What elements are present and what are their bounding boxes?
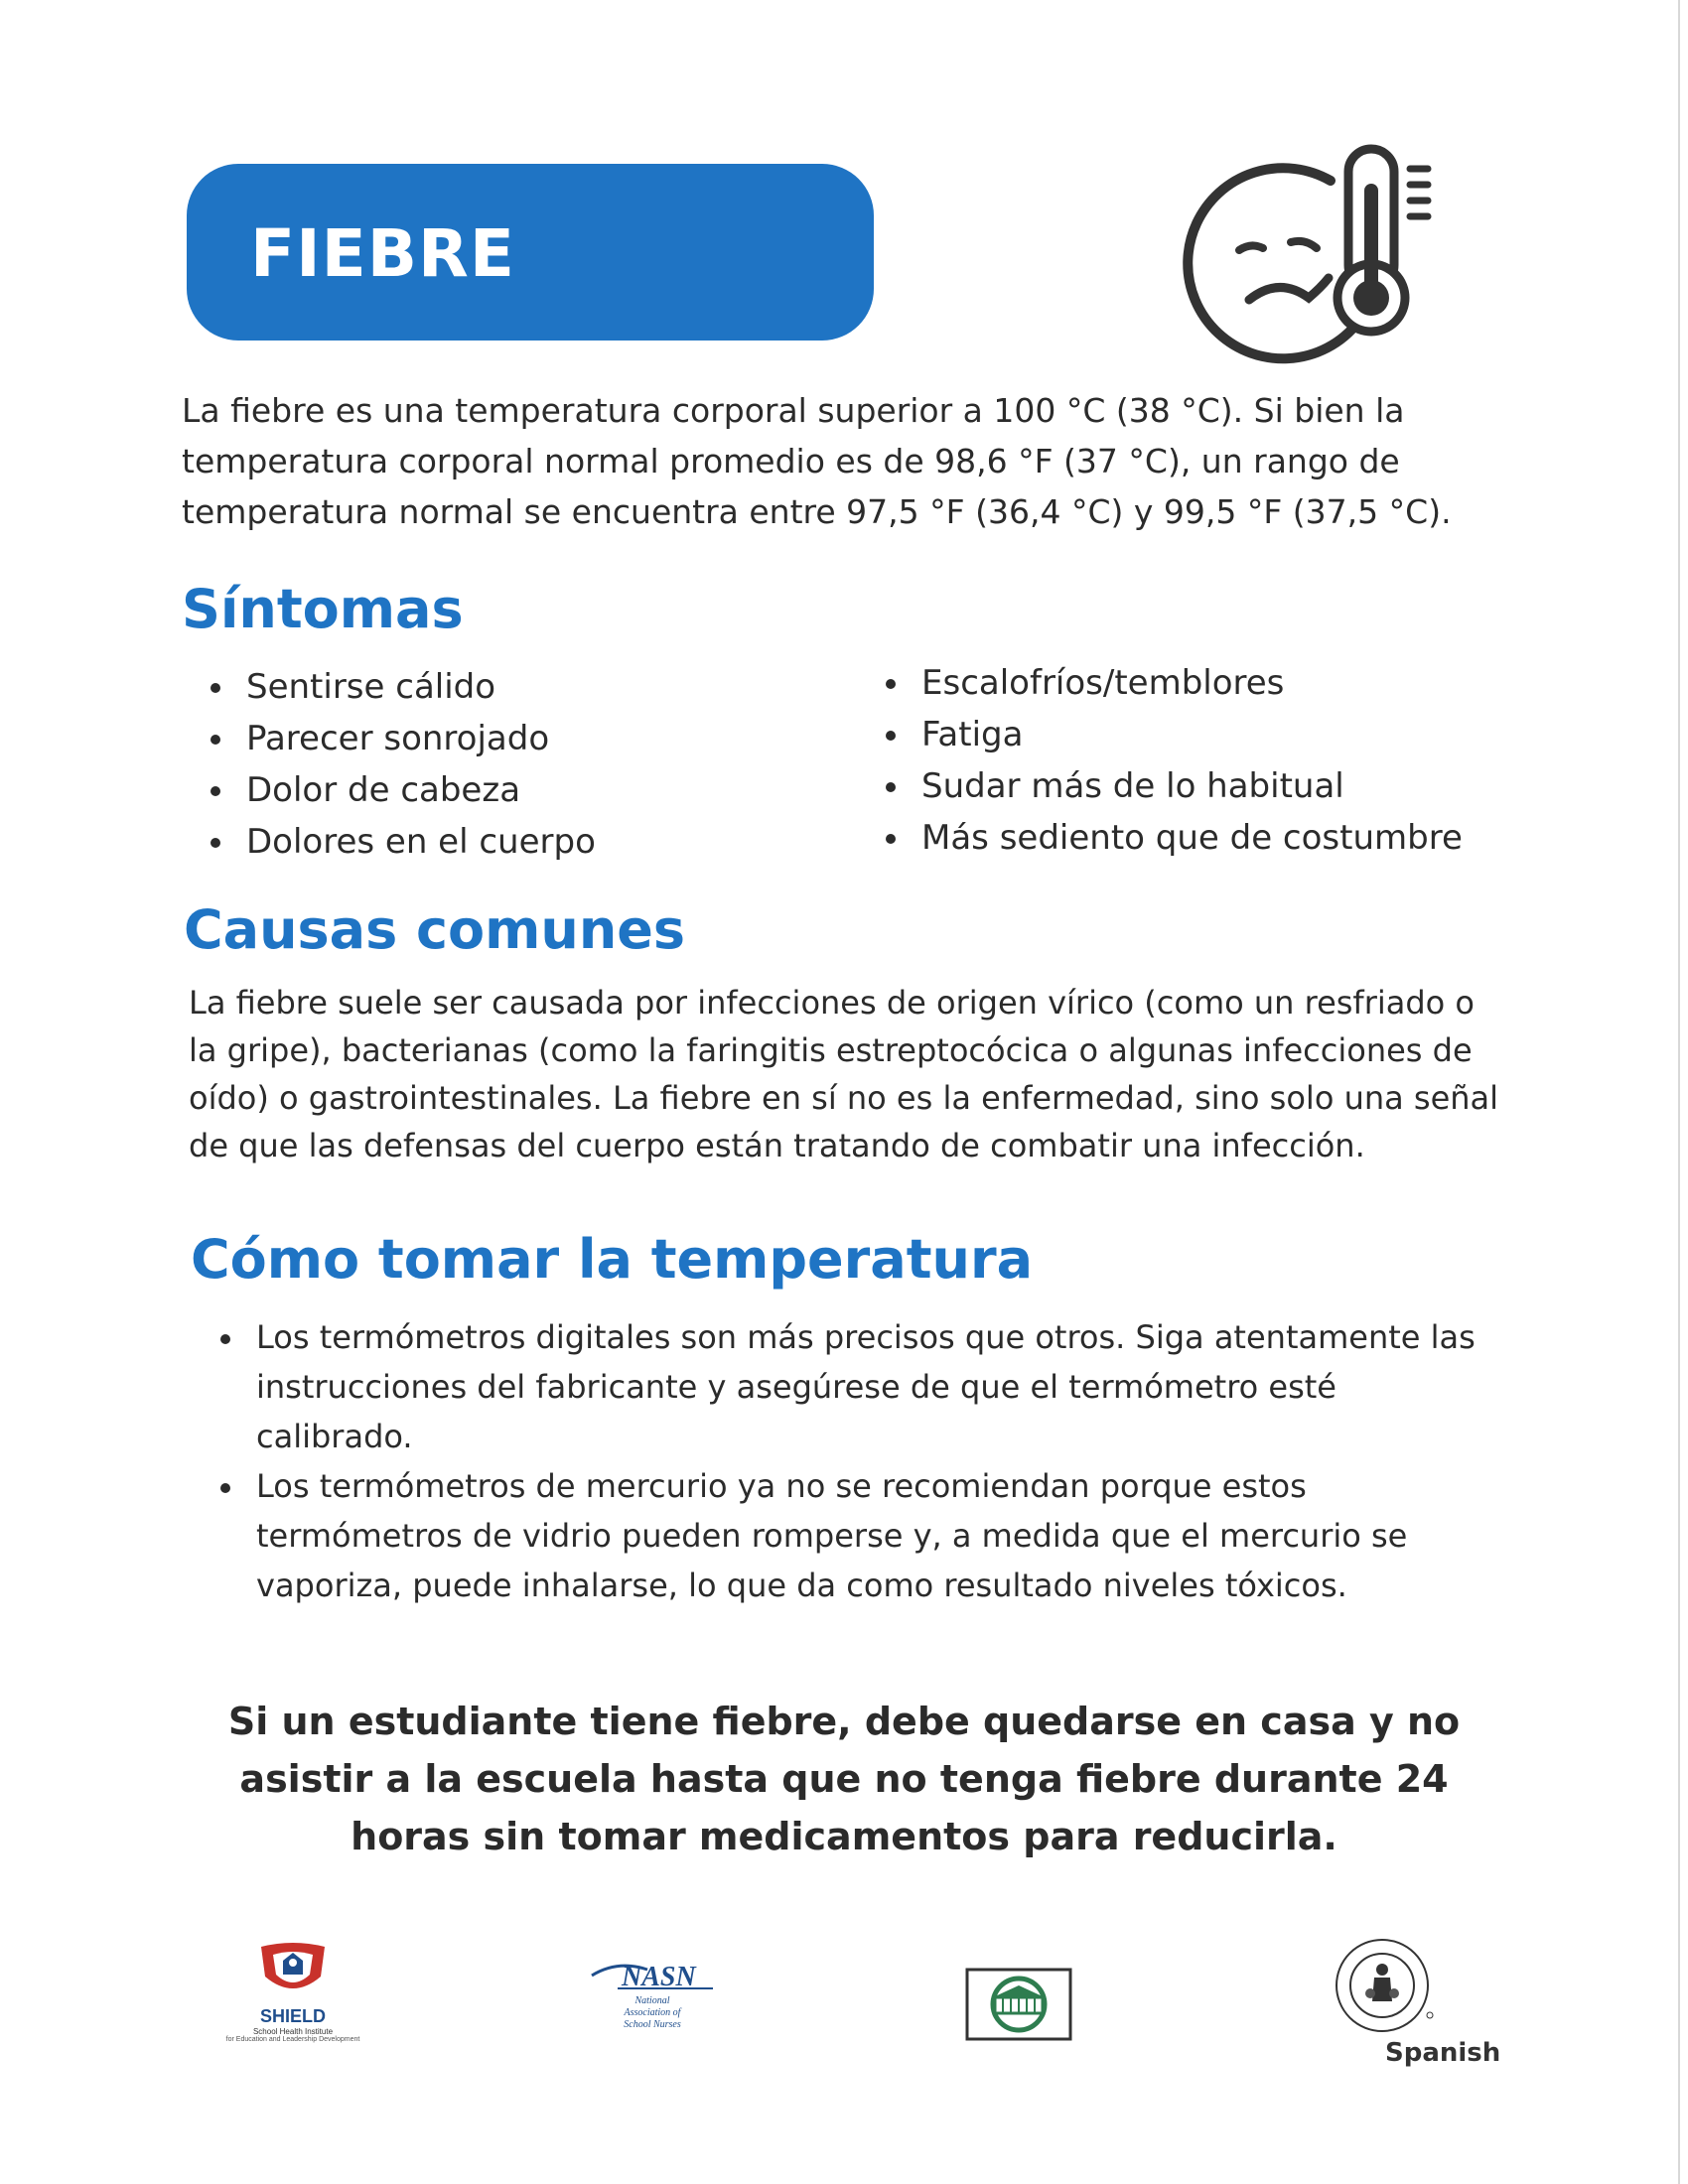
stay-home-notice: Si un estudiante tiene fiebre, debe quedarse en casa y no asistir a la escuela hasta que no tenga fiebre durante 24 horas sin tomar medicamentos para reducirla. [227,1700,1461,1858]
list-item: Parecer sonrojado [179,713,814,764]
list-item: Escalofríos/temblores [854,657,1529,709]
symptoms-heading: Síntomas [182,578,464,640]
causes-paragraph: La fiebre suele ser causada por infecciones de origen vírico (como un resfriado o la gripe), bacterianas (como la faringitis estreptocócica o algunas infecciones de oído) o gastrointestinales. La fiebre en sí no es la enfermedad, sino solo una señal de que las defensas del cuerpo están tratando de combatir una infección. [189,984,1499,1164]
nasn-swoosh-icon [588,1956,717,1991]
nasn-subtitle-3: School Nurses [624,2019,681,2030]
shield-subtitle-1: School Health Institute [252,2027,334,2036]
nasn-subtitle-2: Association of [624,2007,681,2018]
nasn-logo [588,1956,717,2055]
list-item: Dolores en el cuerpo [179,816,814,868]
nasn-subtitle-1: National [634,1995,670,2006]
list-item: Los termómetros digitales son más precisos que otros. Siga atentamente las instrucciones del fabricante y asegúrese de que el termómetro esté calibrado. [189,1312,1479,1461]
language-label: Spanish [1385,2038,1501,2068]
page-edge-line [1678,0,1680,2184]
list-item: Dolor de cabeza [179,764,814,816]
title-banner [187,164,874,341]
page-title: FIEBRE [250,215,515,292]
aap-seal-logo [1331,1936,1440,2035]
list-item: Sentirse cálido [179,661,814,713]
temperature-heading: Cómo tomar la temperatura [191,1228,1034,1291]
symptoms-list-left [179,661,814,868]
list-item: Más sediento que de costumbre [854,812,1529,864]
list-item: Fatiga [854,709,1529,760]
shield-logo [204,1941,382,2050]
shield-name: SHIELD [259,2006,326,2026]
sick-face-thermometer-icon [1172,139,1450,367]
school-building-logo [965,1968,1072,2041]
aap-seal-icon [1331,1936,1440,2035]
list-item: Sudar más de lo habitual [854,760,1529,812]
intro-paragraph: La fiebre es una temperatura corporal superior a 100 °C (38 °C). Si bien la temperatura corporal normal promedio es de 98,6 °F (37 °C), un rango de temperatura normal se encuentra entre 97,5 °F (36,4 °C) y 99,5 °F (37,5 °C). [182,391,1452,531]
causes-heading: Causas comunes [184,898,686,961]
symptoms-list-right [854,657,1529,864]
nasn-wordmark: NASN [622,1962,696,1991]
shield-subtitle-2: for Education and Leadership Development [225,2036,360,2043]
school-building-icon [965,1968,1072,2041]
temperature-list [189,1312,1479,1610]
list-item: Los termómetros de mercurio ya no se recomiendan porque estos termómetros de vidrio pueden romperse y, a medida que el mercurio se vaporiza, puede inhalarse, lo que da como resultado niveles tóxicos. [189,1461,1479,1610]
shield-emblem-icon [204,1941,382,2002]
